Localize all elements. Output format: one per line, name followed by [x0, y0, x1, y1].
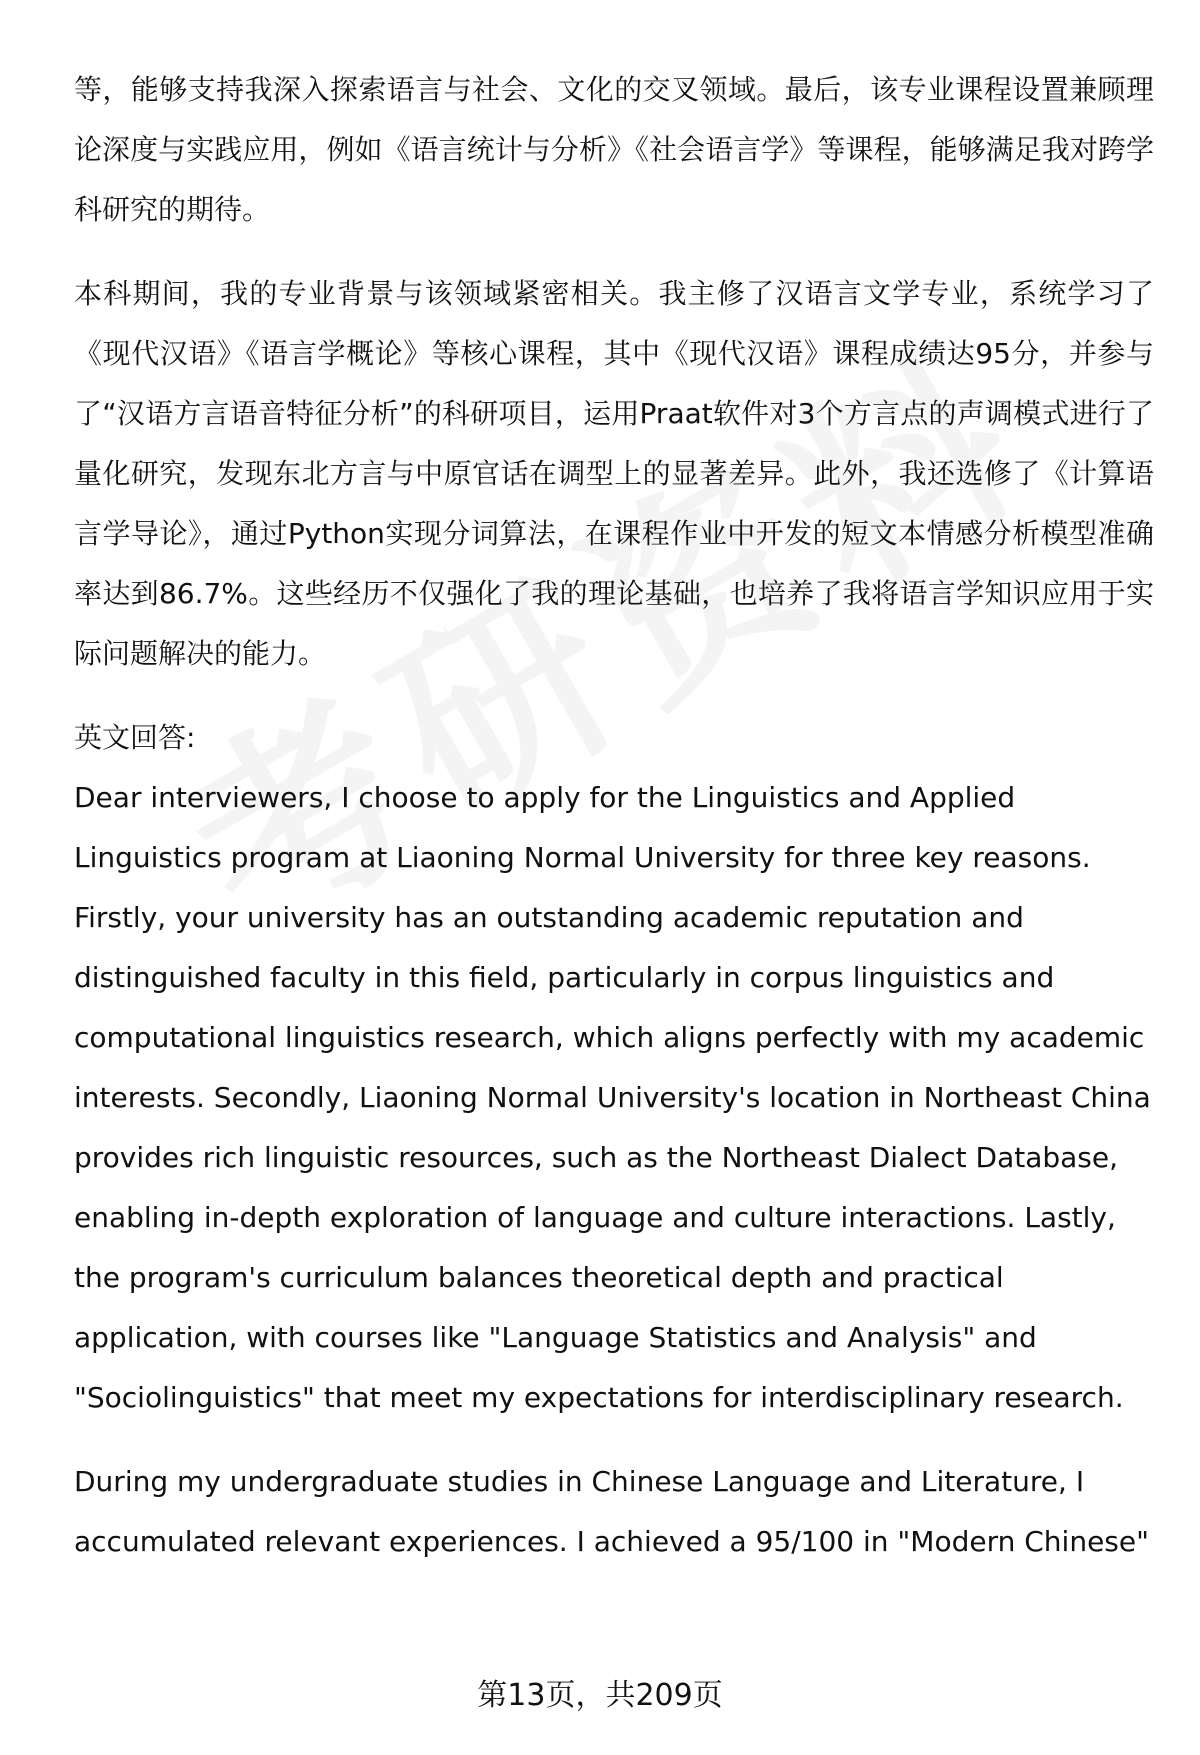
paragraph-en-1: Dear interviewers, I choose to apply for the Linguistics and Applied Linguistics program at Liaoning Normal University for three key reasons. Firstly, your university has an outstanding academic reputation and distinguished faculty in this field, particularly in corpus linguistics and computational linguistics research, which aligns perfectly with my academic interests. Secondly, Liaoning Normal University's location in Northeast China provides rich linguistic resources, such as the Northeast Dialect Database, enabling in-depth exploration of language and culture interactions. Lastly, the program's curriculum balances theoretical depth and practical application, with courses like "Language Statistics and Analysis" and "Sociolinguistics" that meet my expectations for interdisciplinary research. — [74, 781, 1151, 1414]
document-body — [74, 60, 1154, 1596]
paragraph-en-2: During my undergraduate studies in Chinese Language and Literature, I accumulated relevant experiences. I achieved a 95/100 in "Modern Chinese" — [74, 1465, 1149, 1558]
paragraph-cn-2: 本科期间，我的专业背景与该领域紧密相关。我主修了汉语言文学专业，系统学习了《现代汉语》《语言学概论》等核心课程，其中《现代汉语》课程成绩达95分，并参与了“汉语方言语音特征分析”的科研项目，运用Praat软件对3个方言点的声调模式进行了量化研究，发现东北方言与中原官话在调型上的显著差异。此外，我还选修了《计算语言学导论》，通过Python实现分词算法，在课程作业中开发的短文本情感分析模型准确率达到86.7%。这些经历不仅强化了我的理论基础，也培养了我将语言学知识应用于实际问题解决的能力。 — [74, 277, 1154, 670]
paragraph-cn-1: 等，能够支持我深入探索语言与社会、文化的交叉领域。最后，该专业课程设置兼顾理论深度与实践应用，例如《语言统计与分析》《社会语言学》等课程，能够满足我对跨学科研究的期待。 — [74, 73, 1154, 226]
page-number-footer: 第13页，共209页 — [477, 1678, 723, 1713]
english-answer-heading: 英文回答: — [74, 721, 196, 754]
